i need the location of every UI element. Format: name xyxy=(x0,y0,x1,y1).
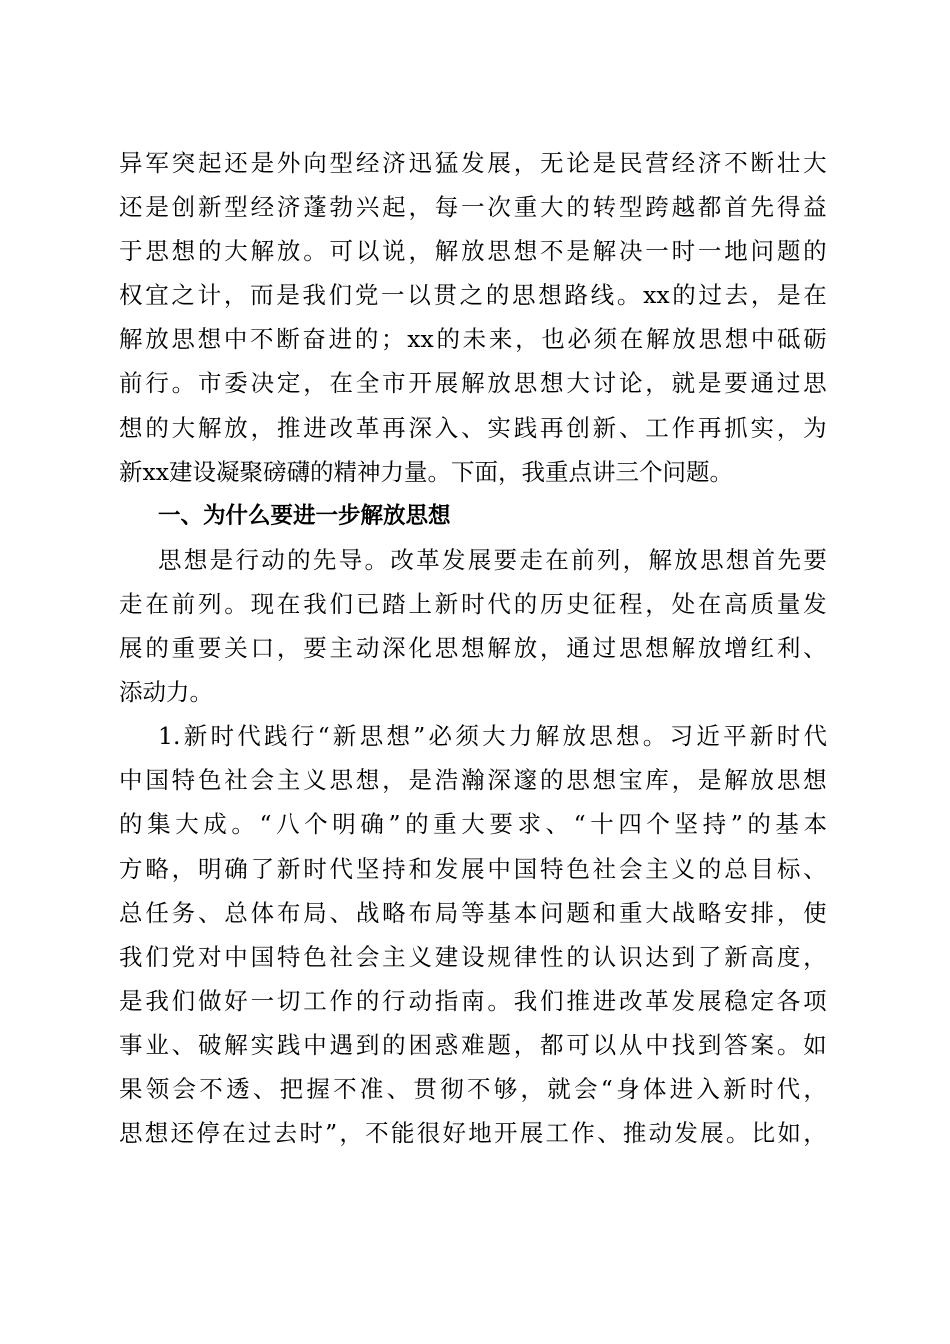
text-line: 的 集 大 成 。 “ 八 个 明 确 ” 的 重 大 要 求 、 “ 十 四 个 坚 持 ” 的 基 本 xyxy=(119,810,827,839)
text-line: 于 思 想 的 大 解 放 。 可 以 说 ， 解 放 思 想 不 是 解 决 一 时 一 地 问 题 的 xyxy=(119,237,827,266)
text-line: 1. 新 时 代 践 行 “ 新 思 想 ” 必 须 大 力 解 放 思 想 。 习 近 平 新 时 代 xyxy=(158,722,827,751)
text-line: 前 行 。 市 委 决 定 ， 在 全 市 开 展 解 放 思 想 大 讨 论 ， 就 是 要 通 过 思 xyxy=(119,369,827,398)
text-line: 思 想 是 行 动 的 先 导 。 改 革 发 展 要 走 在 前 列 ， 解 放 思 想 首 先 要 xyxy=(158,545,827,574)
text-line: 还 是 创 新 型 经 济 蓬 勃 兴 起 ， 每 一 次 重 大 的 转 型 跨 越 都 首 先 得 益 xyxy=(119,193,827,222)
text-line: 方 略 ， 明 确 了 新 时 代 坚 持 和 发 展 中 国 特 色 社 会 主 义 的 总 目 标 、 xyxy=(119,854,827,883)
text-line: 是 我 们 做 好 一 切 工 作 的 行 动 指 南 。 我 们 推 进 改 革 发 展 稳 定 各 项 xyxy=(119,986,827,1015)
text-line: 中 国 特 色 社 会 主 义 思 想 ， 是 浩 瀚 深 邃 的 思 想 宝 库 ， 是 解 放 思 想 xyxy=(119,766,827,795)
paragraph-intro xyxy=(119,141,827,494)
text-line: 事 业 、 破 解 实 践 中 遇 到 的 困 惑 难 题 ， 都 可 以 从 中 找 到 答 案 。 如 xyxy=(119,1030,827,1059)
text-line: 果 领 会 不 透 、 把 握 不 准 、 贯 彻 不 够 ， 就 会 “ 身 体 进 入 新 时 代 ， xyxy=(119,1074,827,1103)
text-line: 走 在 前 列 。 现 在 我 们 已 踏 上 新 时 代 的 历 史 征 程 ， 处 在 高 质 量 发 xyxy=(119,589,827,618)
text-line: 添动力。 xyxy=(119,678,213,707)
document-body xyxy=(119,141,827,1155)
text-line: 想 的 大 解 放 ， 推 进 改 革 再 深 入 、 实 践 再 创 新 、 工 作 再 抓 实 ， 为 xyxy=(119,413,827,442)
section-heading: 一、为什么要进一步解放思想 xyxy=(158,502,451,529)
text-line: 思 想 还 停 在 过 去 时 ” ， 不 能 很 好 地 开 展 工 作 、 推 动 发 展 。 比 如 ， xyxy=(119,1119,827,1148)
text-line: 异 军 突 起 还 是 外 向 型 经 济 迅 猛 发 展 ， 无 论 是 民 营 经 济 不 断 壮 大 xyxy=(119,149,827,177)
text-line: 新xx建设凝聚磅礴的精神力量。下面，我重点讲三个问题。 xyxy=(119,457,734,486)
text-line: 展 的 重 要 关 口 ， 要 主 动 深 化 思 想 解 放 ， 通 过 思 想 解 放 增 红 利 、 xyxy=(119,634,827,663)
paragraph-point-1 xyxy=(119,714,827,1155)
text-line: 我 们 党 对 中 国 特 色 社 会 主 义 建 设 规 律 性 的 认 识 达 到 了 新 高 度 ， xyxy=(119,942,827,971)
text-line: 解 放 思 想 中 不 断 奋 进 的 ； xx 的 未 来 ， 也 必 须 在 解 放 思 想 中 砥 砺 xyxy=(119,325,827,354)
text-line: 权 宜 之 计 ， 而 是 我 们 党 一 以 贯 之 的 思 想 路 线 。 xx 的 过 去 ， 是 在 xyxy=(119,281,827,310)
paragraph-section-intro xyxy=(119,538,827,714)
text-line: 总 任 务 、 总 体 布 局 、 战 略 布 局 等 基 本 问 题 和 重 大 战 略 安 排 ， 使 xyxy=(119,898,827,927)
